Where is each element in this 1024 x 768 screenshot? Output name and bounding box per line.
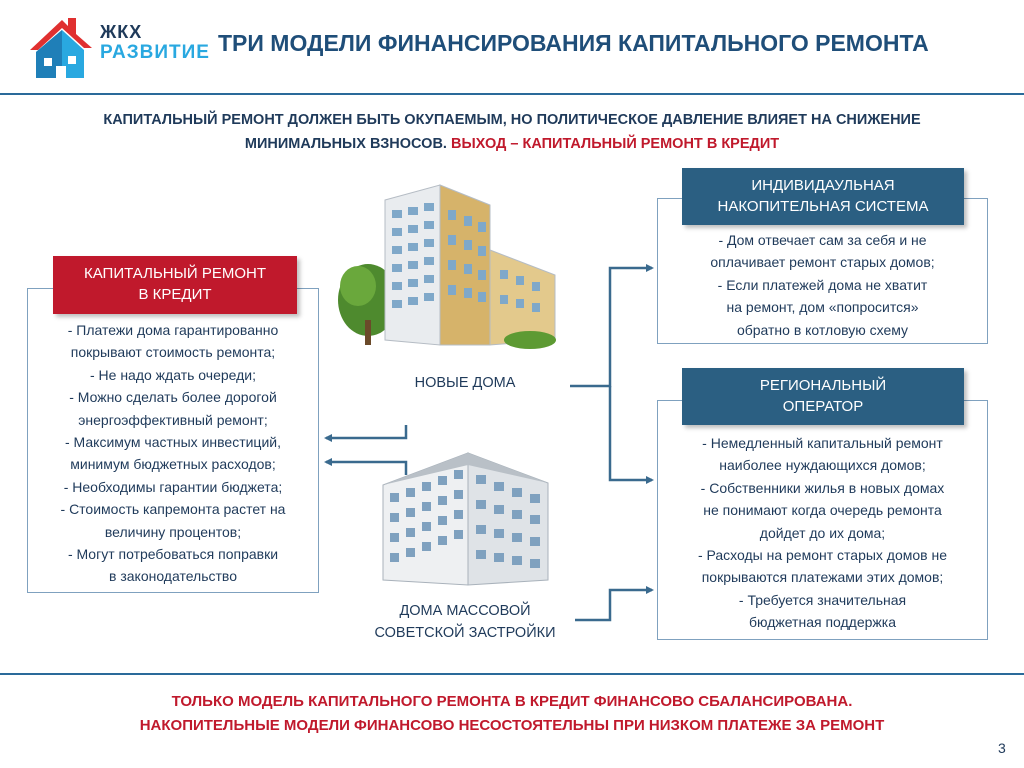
- new-buildings-caption: НОВЫЕ ДОМА: [414, 375, 516, 391]
- regional-model-line: дойдет до их дома;: [759, 524, 886, 541]
- logo-text-line2: РАЗВИТИЕ: [100, 42, 210, 63]
- credit-model-line: - Можно сделать более дорогой: [69, 389, 277, 406]
- individual-model-line: обратно в котловую схему: [736, 321, 909, 338]
- regional-model-line: покрываются платежами этих домов;: [701, 569, 944, 586]
- individual-model-header-line1: ИНДИВИДАУЛЬНАЯ: [751, 177, 895, 194]
- arrow-new-to-credit: [326, 425, 406, 438]
- credit-model-header-line1: КАПИТАЛЬНЫЙ РЕМОНТ: [83, 265, 267, 282]
- credit-model-line: энергоэффективный ремонт;: [78, 411, 268, 428]
- credit-model-line: в законодательство: [109, 568, 237, 585]
- regional-model-header-line1: РЕГИОНАЛЬНЫЙ: [759, 377, 887, 394]
- logo-text-line1: ЖКХ: [100, 22, 143, 42]
- page-title: ТРИ МОДЕЛИ ФИНАНСИРОВАНИЯ КАПИТАЛЬНОГО РЕМОНТА: [218, 30, 929, 56]
- regional-model-line: - Требуется значительная: [738, 591, 907, 608]
- subtitle-highlight: ВЫХОД – КАПИТАЛЬНЫЙ РЕМОНТ В КРЕДИТ: [450, 136, 780, 152]
- individual-model-line: - Если платежей дома не хватит: [717, 276, 928, 293]
- regional-model-line: - Собственники жилья в новых домах: [700, 479, 945, 496]
- old-buildings-caption-line1: ДОМА МАССОВОЙ: [399, 603, 531, 619]
- page-number: 3: [998, 740, 1006, 756]
- footer-divider: [0, 673, 1024, 675]
- credit-model-header-line2: В КРЕДИТ: [138, 286, 212, 303]
- credit-model-line: величину процентов;: [104, 523, 242, 540]
- credit-model-line: минимум бюджетных расходов;: [70, 456, 276, 473]
- credit-model-line: покрывают стоимость ремонта;: [70, 344, 276, 361]
- credit-model-line: - Стоимость капремонта растет на: [60, 501, 286, 518]
- arrow-old-to-regional: [575, 590, 652, 620]
- arrow-old-to-credit: [326, 462, 406, 475]
- subtitle-line1: КАПИТАЛЬНЫЙ РЕМОНТ ДОЛЖЕН БЫТЬ ОКУПАЕМЫМ, НО ПОЛИТИЧЕСКОЕ ДАВЛЕНИЕ ВЛИЯЕТ НА СНИЖЕНИЕ: [103, 112, 921, 128]
- footer-line1: ТОЛЬКО МОДЕЛЬ КАПИТАЛЬНОГО РЕМОНТА В КРЕДИТ ФИНАНСОВО СБАЛАНСИРОВАНА.: [171, 693, 853, 710]
- subtitle-line2-text: МИНИМАЛЬНЫХ ВЗНОСОВ.: [244, 136, 451, 152]
- regional-model-line: - Немедленный капитальный ремонт: [702, 435, 943, 451]
- credit-model-line: - Необходимы гарантии бюджета;: [63, 478, 283, 495]
- individual-model-line: на ремонт, дом «попросится»: [726, 299, 919, 316]
- footer-conclusion: [20, 690, 1004, 738]
- credit-model-line: - Могут потребоваться поправки: [67, 546, 279, 563]
- arrow-new-to-regional: [610, 386, 652, 480]
- arrow-new-to-individual: [570, 268, 652, 386]
- old-buildings-caption-line2: СОВЕТСКОЙ ЗАСТРОЙКИ: [374, 625, 556, 641]
- regional-model-line: не понимают когда очередь ремонта: [703, 502, 942, 519]
- credit-model-line: - Максимум частных инвестиций,: [65, 434, 281, 451]
- regional-model-line: бюджетная поддержка: [748, 614, 897, 631]
- credit-model-line: - Не надо ждать очереди;: [89, 366, 256, 383]
- regional-model-line: - Расходы на ремонт старых домов не: [697, 547, 948, 564]
- credit-model-line: - Платежи дома гарантированно: [67, 322, 279, 338]
- individual-model-line: оплачивает ремонт старых домов;: [710, 254, 935, 271]
- individual-model-header-line2: НАКОПИТЕЛЬНАЯ СИСТЕМА: [717, 198, 929, 215]
- footer-line2: НАКОПИТЕЛЬНЫЕ МОДЕЛИ ФИНАНСОВО НЕСОСТОЯТЕЛЬНЫ ПРИ НИЗКОМ ПЛАТЕЖЕ ЗА РЕМОНТ: [139, 717, 885, 734]
- regional-model-line: наиболее нуждающихся домов;: [719, 457, 926, 474]
- regional-model-header-line2: ОПЕРАТОР: [782, 398, 864, 415]
- individual-model-line: - Дом отвечает сам за себя и не: [718, 232, 927, 248]
